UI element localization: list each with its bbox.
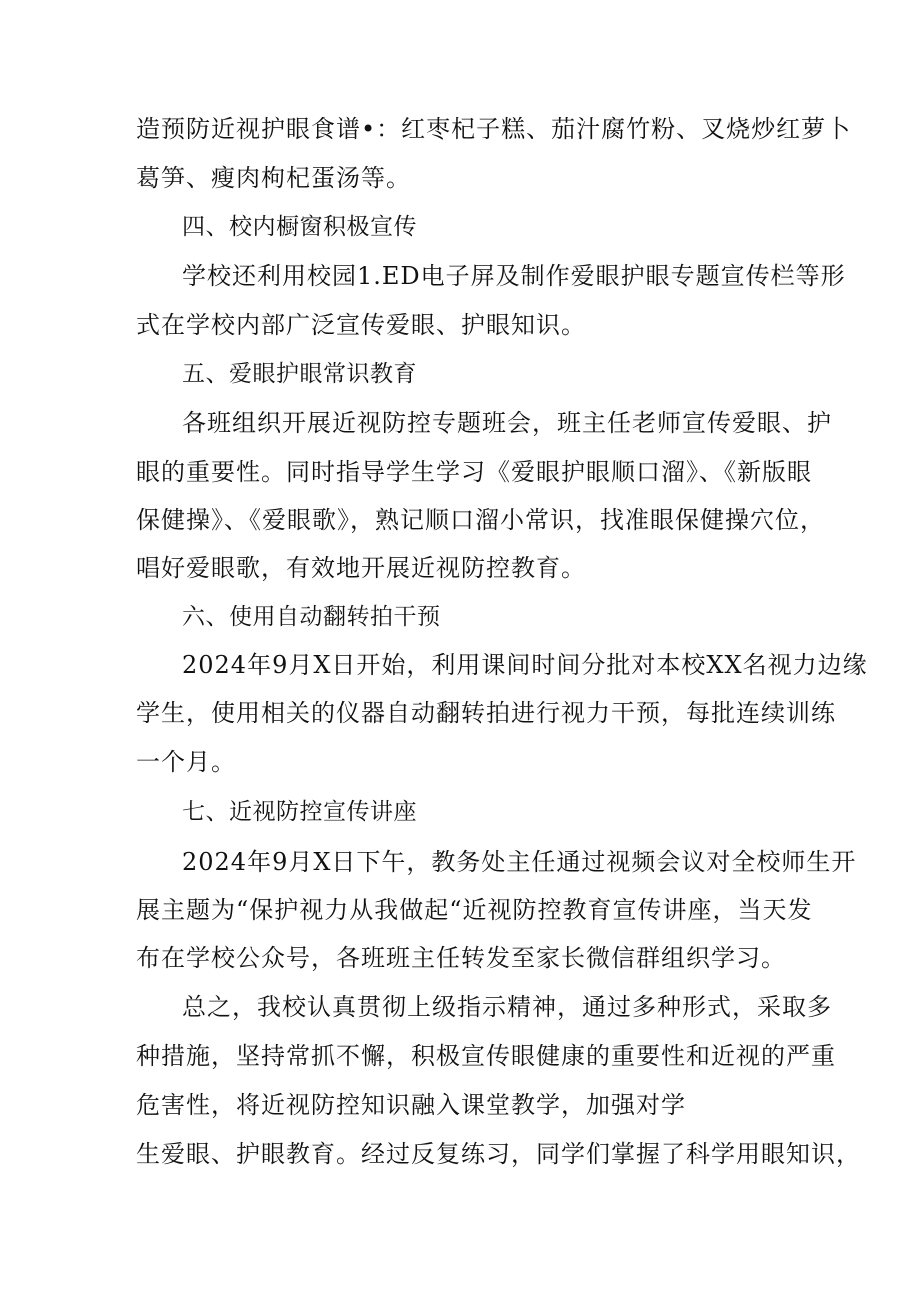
body-text-line: 眼的重要性。同时指导学生学习《爱眼护眼顺口溜》、《新版眼 [136,458,812,486]
body-text-line: 总之，我校认真贯彻上级指示精神，通过多种形式，采取多 [182,993,832,1021]
body-text-line: 布在学校公众号，各班班主任转发至家长微信群组织学习。 [136,944,786,972]
section-heading-5: 五、爱眼护眼常识教育 [182,361,417,387]
body-text-line: 2024年9月X日开始，利用课间时间分批对本校XX名视力边缘 [182,651,868,679]
body-text-line: 造预防近视护眼食谱•：红枣杞子糕、茄汁腐竹粉、叉烧炒红萝卜 [136,115,852,143]
body-text-line: 各班组织开展近视防控专题班会，班主任老师宣传爱眼、护 [182,409,832,437]
section-heading-7: 七、近视防控宣传讲座 [182,799,417,825]
section-heading-6: 六、使用自动翻转拍干预 [182,604,441,630]
body-text-line: 展主题为“保护视力从我做起“近视防控教育宣传讲座，当天发 [136,896,813,924]
body-text-line: 唱好爱眼歌，有效地开展近视防控教育。 [136,554,586,582]
body-text-line: 种措施，坚持常抓不懈，积极宣传眼健康的重要性和近视的严重 [136,1042,836,1070]
body-text-line: 生爱眼、护眼教育。经过反复练习，同学们掌握了科学用眼知识， [136,1140,861,1168]
body-text-line: 葛笋、瘦肉枸杞蛋汤等。 [136,164,411,192]
body-text-line: 式在学校内部广泛宣传爱眼、护眼知识。 [136,311,586,339]
body-text-line: 学生，使用相关的仪器自动翻转拍进行视力干预，每批连续训练 [136,699,836,727]
section-heading-4: 四、校内橱窗积极宣传 [182,214,417,240]
body-text-line: 一个月。 [136,748,236,776]
body-text-line: 保健操》、《爱眼歌》，熟记顺口溜小常识，找准眼保健操穴位， [136,506,825,534]
body-text-line: 2024年9月X日下午，教务处主任通过视频会议对全校师生开 [182,848,857,876]
body-text-line: 危害性，将近视防控知识融入课堂教学，加强对学 [136,1091,686,1119]
body-text-line: 学校还利用校园1.ED电子屏及制作爱眼护眼专题宣传栏等形 [182,262,846,290]
